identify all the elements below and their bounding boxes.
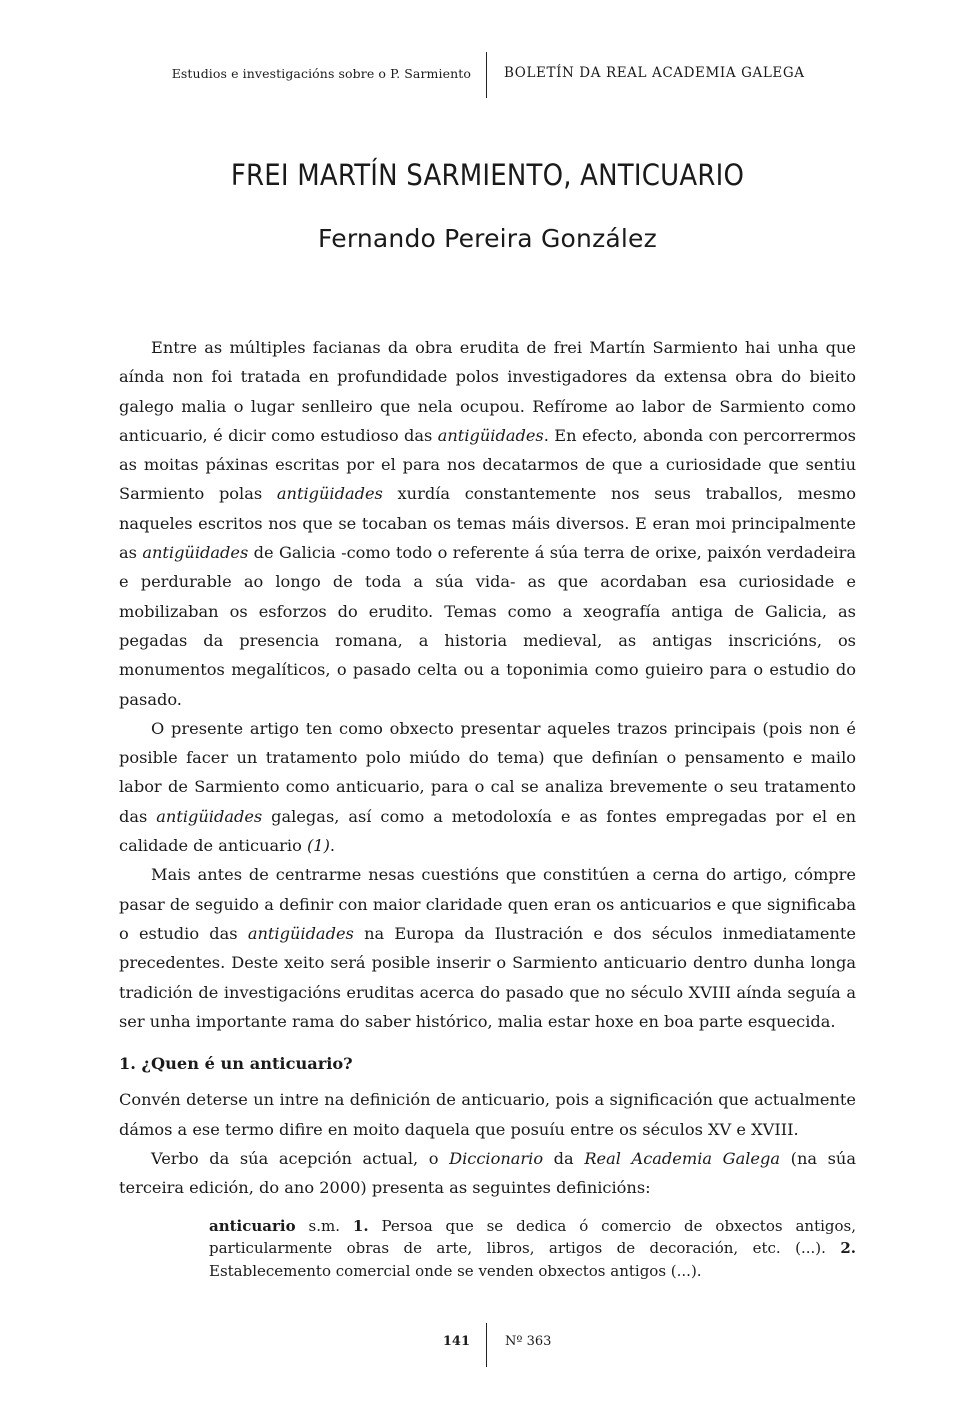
text-run: da xyxy=(543,1149,585,1169)
page-number: 141 xyxy=(442,1334,470,1349)
text-run: Mais antes de centrarme nesas cuestións que constitúen a cerna do artigo, cómpre pasar de seguido a definir con maior claridade quen eran os anticuarios e que significaba o estudio das xyxy=(119,865,856,943)
italic-term: antigüidades xyxy=(156,806,263,826)
text-run: Verbo da súa acepción actual, o xyxy=(151,1149,450,1169)
italic-term: antigüidades xyxy=(276,484,383,504)
text-run: s.m. xyxy=(295,1216,353,1235)
article-body xyxy=(119,333,856,1282)
text-run: de Galicia -como todo o referente á súa terra de orixe, paixón verdadeira e perdurable ao longo de toda a súa vida- as que acordaban esa curiosidade e mobilizaban os esforzos do erudito. Temas como a xeografía antiga de Galicia, as pegadas da presencia romana, a historia medieval, as antigas inscricións, os monumentos megalíticos, o pasado celta ou a toponimia como guieiro para o estudio do pasado. xyxy=(119,543,856,709)
issue-number: Nº 363 xyxy=(505,1334,552,1349)
italic-term: antigüidades xyxy=(247,923,354,943)
text-run: xurdía constantemente nos seus traballos, mesmo naqueles escritos nos que se tocaban os temas máis diversos. E eran moi principalmente as xyxy=(119,484,856,563)
text-run: O presente artigo ten como obxecto presentar aqueles trazos principais (pois non é posible facer un tratamento polo miúdo do tema) que definían o pensamento e mailo labor de Sarmiento como anticuario, para o cal se analiza brevemente o seu tratamento das xyxy=(119,718,856,826)
dictionary-quote xyxy=(209,1215,856,1283)
text-run: (na súa terceira edición, do ano 2000) presenta as seguintes definicións: xyxy=(119,1149,857,1198)
paragraph-objective xyxy=(119,714,856,860)
text-run: na Europa da Ilustración e dos séculos inmediatamente precedentes. Deste xeito será posible inserir o Sarmiento anticuario dentro dunha longa tradición de investigacións eruditas acerca do pasado que no século XVIII aínda seguía a ser unha importante rama do saber histórico, malia estar hoxe en boa parte esquecida. xyxy=(119,923,856,1031)
footer-divider xyxy=(486,1323,487,1367)
running-header-right: BOLETÍN DA REAL ACADEMIA GALEGA xyxy=(504,65,805,81)
footnote-reference[interactable]: (1) xyxy=(306,836,330,856)
header-divider xyxy=(486,52,487,98)
text-run: Persoa que se dedica ó comercio de obxectos antigos, particularmente obras de arte, libros, artigos de decoración, etc. (...). xyxy=(209,1216,856,1258)
text-run: Entre as múltiples facianas da obra erudita de frei Martín Sarmiento hai unha que aínda non foi tratada en profundidade polos investigadores da extensa obra do bieito galego malia o lugar senlleiro que nela ocupou. Refírome ao labor de Sarmiento como anticuario, é dicir como estudioso das xyxy=(119,338,856,445)
text-run: galegas, así como a metodoloxía e as fontes empregadas por el en calidade de anticuario xyxy=(119,806,856,856)
article-title: FREI MARTÍN SARMIENTO, ANTICUARIO xyxy=(230,159,745,194)
paragraph-intro xyxy=(119,333,856,714)
italic-title: Real Academia Galega xyxy=(584,1149,781,1169)
quote-term: anticuario xyxy=(209,1216,296,1235)
paragraph-dictionary xyxy=(119,1144,856,1203)
text-run: . En efecto, abonda con percorrermos as moitas páxinas escritas por el para nos decatarmos de que a curiosidade que sentiu Sarmiento polas xyxy=(119,425,856,504)
italic-term: antigüidades xyxy=(142,543,249,563)
paragraph-definition: Convén deterse un intre na definición de anticuario, pois a significación que actualmente dámos a ese termo difire en moito daquela que posuíu entre os séculos XV e XVIII. xyxy=(119,1090,856,1139)
definition-number: 2. xyxy=(840,1239,856,1258)
italic-term: antigüidades xyxy=(437,425,544,445)
definition-number: 1. xyxy=(352,1216,369,1235)
italic-title: Diccionario xyxy=(449,1149,544,1169)
running-header-left: Estudios e investigacións sobre o P. Sarmiento xyxy=(171,66,471,81)
section-heading: 1. ¿Quen é un anticuario? xyxy=(119,1054,353,1074)
text-run: . xyxy=(329,836,336,856)
article-author: Fernando Pereira González xyxy=(318,224,657,253)
paragraph-context xyxy=(119,860,856,1036)
text-run: Establecemento comercial onde se venden obxectos antigos (...). xyxy=(209,1261,702,1280)
